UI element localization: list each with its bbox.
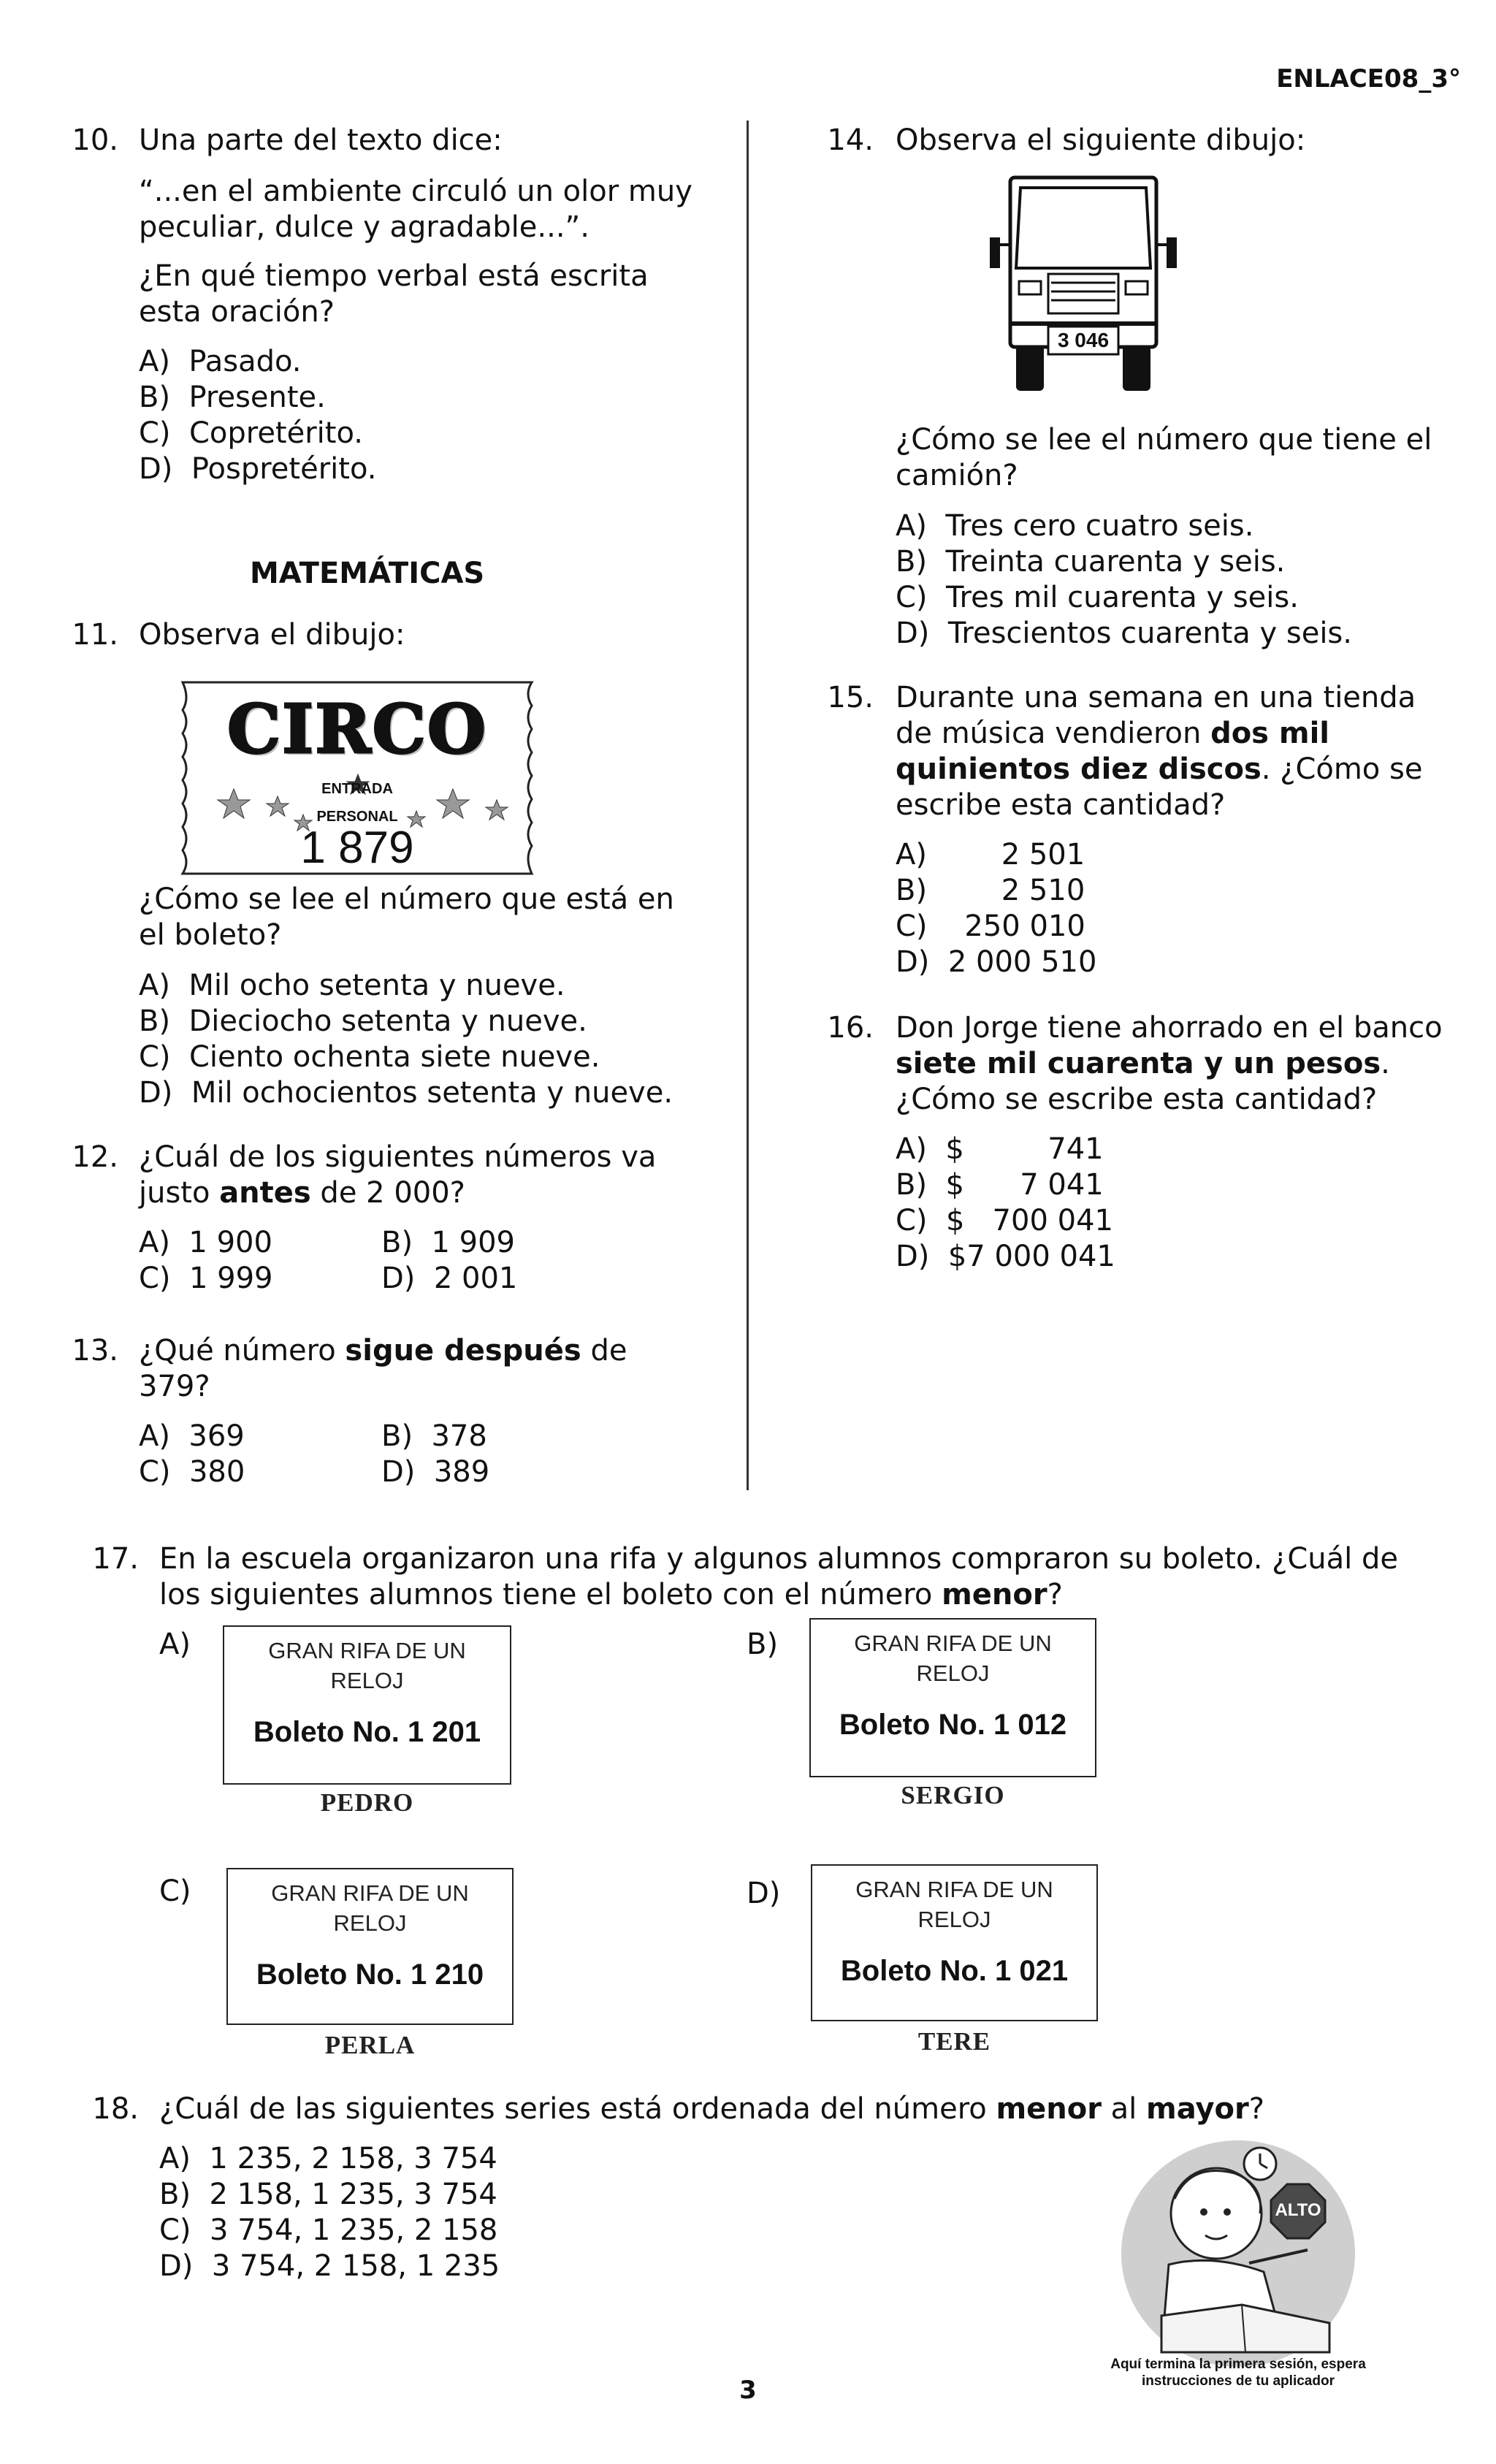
- q17-ticket-c-line1: GRAN RIFA DE UN: [271, 1880, 469, 1906]
- q12-line2: [139, 1175, 465, 1211]
- exam-code: ENLACE08_3°: [1276, 64, 1461, 94]
- q17-line2-pre: los siguientes alumnos tiene el boleto con el número: [159, 1578, 942, 1611]
- q18-keyword-2: mayor: [1146, 2092, 1249, 2126]
- q17-ticket-b-line1: GRAN RIFA DE UN: [854, 1630, 1052, 1656]
- circus-ticket-sub1: ENTRADA: [321, 781, 393, 797]
- q10-number: 10.: [72, 123, 118, 157]
- truck-image: [990, 172, 1180, 398]
- q18-option-d: D) 3 754, 2 158, 1 235: [159, 2249, 500, 2283]
- q12-keyword: antes: [219, 1176, 311, 1210]
- q14-line1: Observa el siguiente dibujo:: [896, 123, 1306, 157]
- q18-line-mid: al: [1101, 2092, 1147, 2126]
- q18-line-post: ?: [1248, 2092, 1264, 2126]
- q15-number: 15.: [827, 681, 874, 714]
- q15-line3-post: . ¿Cómo se: [1261, 752, 1423, 786]
- q16-line2-post: .: [1381, 1047, 1390, 1080]
- q16-line3: ¿Cómo se escribe esta cantidad?: [896, 1083, 1378, 1116]
- q17-ticket-c: [226, 1868, 514, 2025]
- q18-number: 18.: [92, 2092, 139, 2126]
- q17-keyword: menor: [942, 1578, 1047, 1611]
- q18-option-b: B) 2 158, 1 235, 3 754: [159, 2178, 497, 2211]
- q13-option-a: A) 369: [139, 1419, 245, 1453]
- q17-number: 17.: [92, 1542, 139, 1576]
- q18-option-a: A) 1 235, 2 158, 3 754: [159, 2142, 497, 2175]
- circus-ticket-title: CIRCO: [226, 690, 488, 768]
- q11-option-d: D) Mil ochocientos setenta y nueve.: [139, 1076, 673, 1110]
- circus-ticket-image: [175, 679, 539, 877]
- q16-number: 16.: [827, 1011, 874, 1045]
- q10-line1: Una parte del texto dice:: [139, 123, 503, 157]
- q15-option-d: D) 2 000 510: [896, 945, 1097, 979]
- q17-ticket-c-number: Boleto No. 1 210: [256, 1958, 484, 1991]
- q17-option-d-letter: D): [747, 1877, 781, 1910]
- circus-ticket-sub2: PERSONAL: [316, 809, 398, 825]
- q10-option-c: C) Copretérito.: [139, 416, 363, 450]
- q15-option-b: B) 2 510: [896, 874, 1085, 907]
- q11-option-c: C) Ciento ochenta siete nueve.: [139, 1040, 600, 1074]
- q14-option-d: D) Trescientos cuarenta y seis.: [896, 617, 1352, 650]
- q10-option-d: D) Pospretérito.: [139, 452, 377, 486]
- q15-line3: [896, 752, 1422, 787]
- q14-option-a: A) Tres cero cuatro seis.: [896, 509, 1254, 543]
- q17-ticket-d-line1: GRAN RIFA DE UN: [855, 1877, 1053, 1902]
- q11-option-b: B) Dieciocho setenta y nueve.: [139, 1004, 587, 1038]
- q14-ask-2: camión?: [896, 459, 1018, 492]
- stop-caption-line1: Aquí termina la primera sesión, espera: [1110, 2357, 1366, 2372]
- q10-option-b: B) Presente.: [139, 381, 326, 414]
- q16-line2: [896, 1046, 1390, 1082]
- q17-ticket-d-name: TERE: [917, 2027, 991, 2056]
- q17-ticket-d-number: Boleto No. 1 021: [840, 1955, 1069, 1987]
- circus-ticket-number: 1 879: [300, 823, 414, 873]
- q16-keyword: siete mil cuarenta y un pesos: [896, 1047, 1381, 1080]
- q17-ticket-b-line2: RELOJ: [916, 1660, 990, 1686]
- q17-ticket-b: [809, 1618, 1096, 1777]
- q17-line2: [159, 1577, 1063, 1613]
- q10-quote-2: peculiar, dulce y agradable...”.: [139, 210, 589, 244]
- q15-line1: Durante una semana en una tienda: [896, 681, 1416, 714]
- q13-option-d: D) 389: [381, 1455, 490, 1489]
- q12-option-b: B) 1 909: [381, 1226, 515, 1259]
- q12-option-a: A) 1 900: [139, 1226, 272, 1259]
- q12-number: 12.: [72, 1140, 118, 1174]
- q11-line1: Observa el dibujo:: [139, 618, 405, 652]
- q17-line2-post: ?: [1047, 1578, 1063, 1611]
- q13-option-b: B) 378: [381, 1419, 487, 1453]
- q10-quote-1: “...en el ambiente circuló un olor muy: [139, 175, 692, 208]
- q17-ticket-d-line2: RELOJ: [917, 1907, 991, 1932]
- q13-option-c: C) 380: [139, 1455, 245, 1489]
- section-title: MATEMÁTICAS: [250, 557, 485, 590]
- q15-keyword-1: dos mil: [1210, 717, 1330, 750]
- q16-option-d: D) $7 000 041: [896, 1240, 1115, 1273]
- q12-line2-pre: justo: [139, 1176, 220, 1210]
- stop-sign-text: ALTO: [1275, 2200, 1321, 2220]
- page-number: 3: [739, 2376, 757, 2405]
- q18-option-c: C) 3 754, 1 235, 2 158: [159, 2213, 498, 2247]
- q15-line4: escribe esta cantidad?: [896, 788, 1226, 822]
- q13-line1-pre: ¿Qué número: [139, 1334, 346, 1368]
- q17-ticket-a-line1: GRAN RIFA DE UN: [268, 1638, 466, 1663]
- q11-ask-1: ¿Cómo se lee el número que está en: [139, 882, 674, 916]
- q13-line2: 379?: [139, 1370, 210, 1403]
- q17-ticket-b-name: SERGIO: [901, 1781, 1005, 1809]
- q17-ticket-a-line2: RELOJ: [330, 1668, 404, 1693]
- q15-option-c: C) 250 010: [896, 909, 1085, 943]
- q14-option-c: C) Tres mil cuarenta y seis.: [896, 581, 1299, 614]
- q18-keyword-1: menor: [996, 2092, 1102, 2126]
- q16-line1: Don Jorge tiene ahorrado en el banco: [896, 1011, 1443, 1045]
- q13-line1-post: de: [581, 1334, 627, 1368]
- q11-number: 11.: [72, 618, 118, 652]
- q17-line1: En la escuela organizaron una rifa y algunos alumnos compraron su boleto. ¿Cuál de: [159, 1542, 1398, 1576]
- q13-number: 13.: [72, 1334, 118, 1368]
- stop-illustration: [1118, 2133, 1359, 2367]
- q17-ticket-b-number: Boleto No. 1 012: [839, 1709, 1067, 1741]
- q10-option-a: A) Pasado.: [139, 345, 302, 378]
- q12-line2-post: de 2 000?: [310, 1176, 465, 1210]
- stop-caption-line2: instrucciones de tu aplicador: [1142, 2373, 1335, 2389]
- q17-ticket-a: [223, 1625, 511, 1785]
- q12-option-c: C) 1 999: [139, 1262, 273, 1295]
- q17-ticket-d: [811, 1864, 1098, 2021]
- q14-option-b: B) Treinta cuarenta y seis.: [896, 545, 1286, 579]
- q12-option-d: D) 2 001: [381, 1262, 518, 1295]
- q15-option-a: A) 2 501: [896, 838, 1085, 871]
- q18-line: [159, 2091, 1264, 2127]
- q16-option-c: C) $ 700 041: [896, 1204, 1113, 1237]
- q15-line2: [896, 716, 1329, 752]
- q11-ask-2: el boleto?: [139, 918, 282, 952]
- q18-line-pre: ¿Cuál de las siguientes series está ordenada del número: [159, 2092, 996, 2126]
- q12-line1: ¿Cuál de los siguientes números va: [139, 1140, 657, 1174]
- q17-ticket-c-name: PERLA: [324, 2031, 416, 2059]
- q10-ask-1: ¿En qué tiempo verbal está escrita: [139, 259, 649, 293]
- q17-option-c-letter: C): [159, 1874, 191, 1908]
- q13-line1: [139, 1333, 627, 1369]
- q17-ticket-c-line2: RELOJ: [333, 1910, 407, 1936]
- q16-option-a: A) $ 741: [896, 1132, 1104, 1166]
- q16-option-b: B) $ 7 041: [896, 1168, 1104, 1202]
- q17-ticket-a-number: Boleto No. 1 201: [253, 1716, 481, 1748]
- q10-ask-2: esta oración?: [139, 295, 335, 329]
- column-divider: [747, 121, 749, 1490]
- q17-ticket-a-name: PEDRO: [320, 1788, 414, 1817]
- q17-option-a-letter: A): [159, 1628, 191, 1661]
- q14-ask-1: ¿Cómo se lee el número que tiene el: [896, 423, 1432, 457]
- q14-number: 14.: [827, 123, 874, 157]
- q13-keyword: sigue después: [345, 1334, 581, 1368]
- q15-line2-pre: de música vendieron: [896, 717, 1211, 750]
- q17-option-b-letter: B): [747, 1628, 779, 1661]
- q15-keyword-2: quinientos diez discos: [896, 752, 1262, 786]
- q11-option-a: A) Mil ocho setenta y nueve.: [139, 969, 565, 1002]
- truck-plate-number: 3 046: [1057, 329, 1110, 351]
